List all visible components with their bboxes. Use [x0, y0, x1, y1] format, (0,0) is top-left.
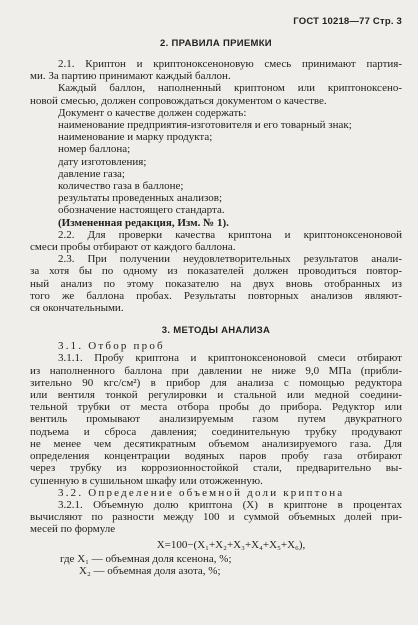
section-2-title: 2. ПРАВИЛА ПРИЕМКИ: [160, 38, 272, 49]
text-line: обозначение настоящего стандарта.: [58, 204, 225, 217]
text-line: 2.1. Криптон и криптоноксеноновую смесь принимают партия-: [58, 58, 402, 70]
section-2-body: [30, 58, 402, 314]
text-line: не менее чем десятикратным объемом анализируемого газа. Для: [30, 437, 402, 450]
section-3-title: 3. МЕТОДЫ АНАЛИЗА: [161, 325, 271, 337]
text-line: подъема и сброса давления; соединительную трубку продувают: [30, 425, 402, 438]
text-line: через трубку из коррозионностойкой стали, предварительно вы-: [30, 462, 402, 475]
amendment-note: (Измененная редакция, Изм. № 1).: [58, 216, 229, 229]
section-3-body: [30, 340, 402, 577]
text-line: из наполненного баллона при давлении не ниже 9,0 МПа (прибли-: [30, 364, 402, 377]
subsection-heading: 3.1. Отбор проб: [58, 340, 165, 353]
text-line: за хотя бы по одному из показателей должен проводиться повтор-: [30, 265, 402, 278]
text-line: результаты проведенных анализов;: [58, 192, 223, 205]
text-line: определения концентрации водяных паров пробу газа отбирают: [30, 450, 402, 463]
text-line: ми. За партию принимают каждый баллон.: [30, 70, 231, 83]
text-line: 2.2. Для проверки качества криптона и криптоноксеноновой: [58, 228, 402, 241]
text-line: или вентиля тонкой регулировки и стальной или медной соедини-: [30, 389, 402, 402]
text-line: 2.3. При получении неудовлетворительных результатов анали-: [58, 253, 402, 266]
text-line: тельной трубки от места отбора пробы до прибора. Редуктор или: [30, 401, 402, 414]
subsection-heading: 3.2. Определение объемной доли криптона: [58, 486, 345, 499]
text-line: ный анализ по этому показателю на двух вновь отобранных из: [30, 277, 402, 290]
text-line: новой смесью, должен сопровождаться документом о качестве.: [30, 94, 327, 107]
running-head: ГОСТ 10218—77 Стр. 3: [293, 16, 402, 27]
text-line: количество газа в баллоне;: [58, 180, 184, 193]
text-line: сушенную в сушильном шкафу или отожженную.: [30, 474, 263, 487]
text-line: смеси пробы отбирают от каждого баллона.: [30, 241, 236, 254]
text-line: ся окончательными.: [30, 302, 124, 315]
text-line: наименование предприятия-изготовителя и его товарный знак;: [58, 119, 352, 132]
text-line: Каждый баллон, наполненный криптоном или криптоноксено-: [58, 82, 402, 95]
text-line: Документ о качестве должен содержать:: [58, 106, 247, 119]
where-line: где X₁ — объемная доля ксенона, %;: [60, 552, 232, 565]
text-line: 3.2.1. Объемную долю криптона (X) в криптоне в процентах: [58, 498, 402, 511]
text-line: того же баллона пробах. Результаты повторных анализов являют-: [30, 289, 402, 302]
text-line: номер баллона;: [58, 143, 131, 156]
text-line: вычисляют по разности между 100 и суммой объемных долей при-: [30, 511, 402, 524]
text-line: месей по формуле: [30, 523, 116, 536]
text-line: вентиль промывают анализируемым газом путем двукратного: [30, 413, 402, 426]
text-line: 3.1.1. Пробу криптона и криптоноксеноновой смеси отбирают: [58, 352, 402, 365]
text-line: наименование и марку продукта;: [58, 131, 213, 144]
text-line: давление газа;: [58, 167, 125, 180]
where-line: X₂ — объемная доля азота, %;: [79, 564, 221, 577]
text-line: зительно 90 кгс/см²) в прибор для анализа с помощью редуктора: [30, 376, 402, 389]
formula: X=100−(X₁+X₂+X₃+X₄+X₅+X₆),: [156, 538, 306, 551]
text-line: дату изготовления;: [58, 155, 147, 168]
